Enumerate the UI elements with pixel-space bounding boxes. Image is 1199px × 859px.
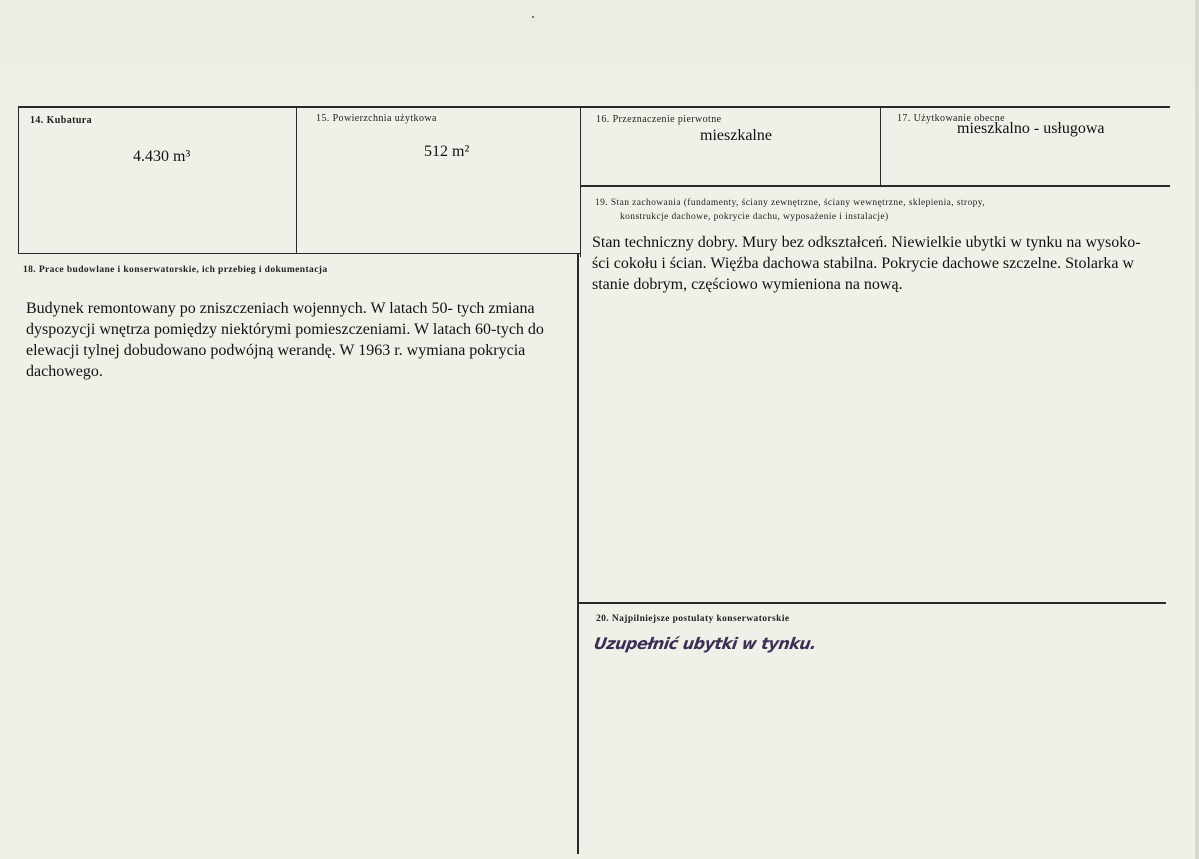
rule-under-14-15 [18, 253, 580, 254]
stan-label-line1: 19. Stan zachowania (fundamenty, ściany zewnętrzne, ściany wewnętrzne, sklepienia, stropy, [595, 198, 986, 208]
rule-above-20 [577, 602, 1166, 604]
prace-line: elewacji tylnej dobudowano podwójną werandę. W 1963 r. wymiana pokrycia [26, 342, 526, 359]
przeznaczenie-label: 16. Przeznaczenie pierwotne [596, 114, 722, 125]
postulaty-label: 20. Najpilniejsze postulaty konserwatorskie [596, 614, 790, 624]
kubatura-label: 14. Kubatura [30, 115, 93, 126]
postulaty-handwritten: Uzupełnić ubytki w tynku. [592, 634, 818, 653]
divider-14-15 [296, 107, 297, 254]
stan-text [592, 232, 1172, 295]
stan-label-line2: konstrukcje dachowe, pokrycie dachu, wyposażenie i instalacje) [620, 212, 889, 222]
powierzchnia-label: 15. Powierzchnia użytkowa [316, 113, 437, 124]
left-border-line [18, 107, 19, 254]
prace-line: dachowego. [26, 363, 103, 380]
speck-mark [532, 16, 534, 18]
center-divider [580, 107, 581, 257]
uzytkowanie-value: mieszkalno - usługowa [957, 120, 1105, 137]
stan-line: stanie dobrym, częściowo wymieniona na nową. [592, 276, 903, 293]
divider-16-17 [880, 107, 881, 186]
przeznaczenie-value: mieszkalne [700, 127, 772, 144]
prace-label: 18. Prace budowlane i konserwatorskie, ich przebieg i dokumentacja [23, 265, 328, 275]
prace-text [26, 298, 586, 382]
powierzchnia-value: 512 m² [424, 143, 470, 160]
prace-line: dyspozycji wnętrza pomiędzy niektórymi pomieszczeniami. W latach 60-tych do [26, 321, 544, 338]
stan-line: Stan techniczny dobry. Mury bez odkształceń. Niewielkie ubytki w tynku na wysoko- [592, 234, 1141, 251]
kubatura-value: 4.430 m³ [133, 148, 191, 165]
rule-under-16-17 [580, 185, 1170, 187]
uzytkowanie-label: 17. Użytkowanie obecne [897, 113, 1005, 124]
top-border-line [18, 106, 1170, 108]
stan-line: ści cokołu i ścian. Więźba dachowa stabilna. Pokrycie dachowe szczelne. Stolarka w [592, 255, 1134, 272]
page-edge-shadow [1195, 0, 1199, 859]
prace-line: Budynek remontowany po zniszczeniach wojennych. W latach 50- tych zmiana [26, 300, 535, 317]
